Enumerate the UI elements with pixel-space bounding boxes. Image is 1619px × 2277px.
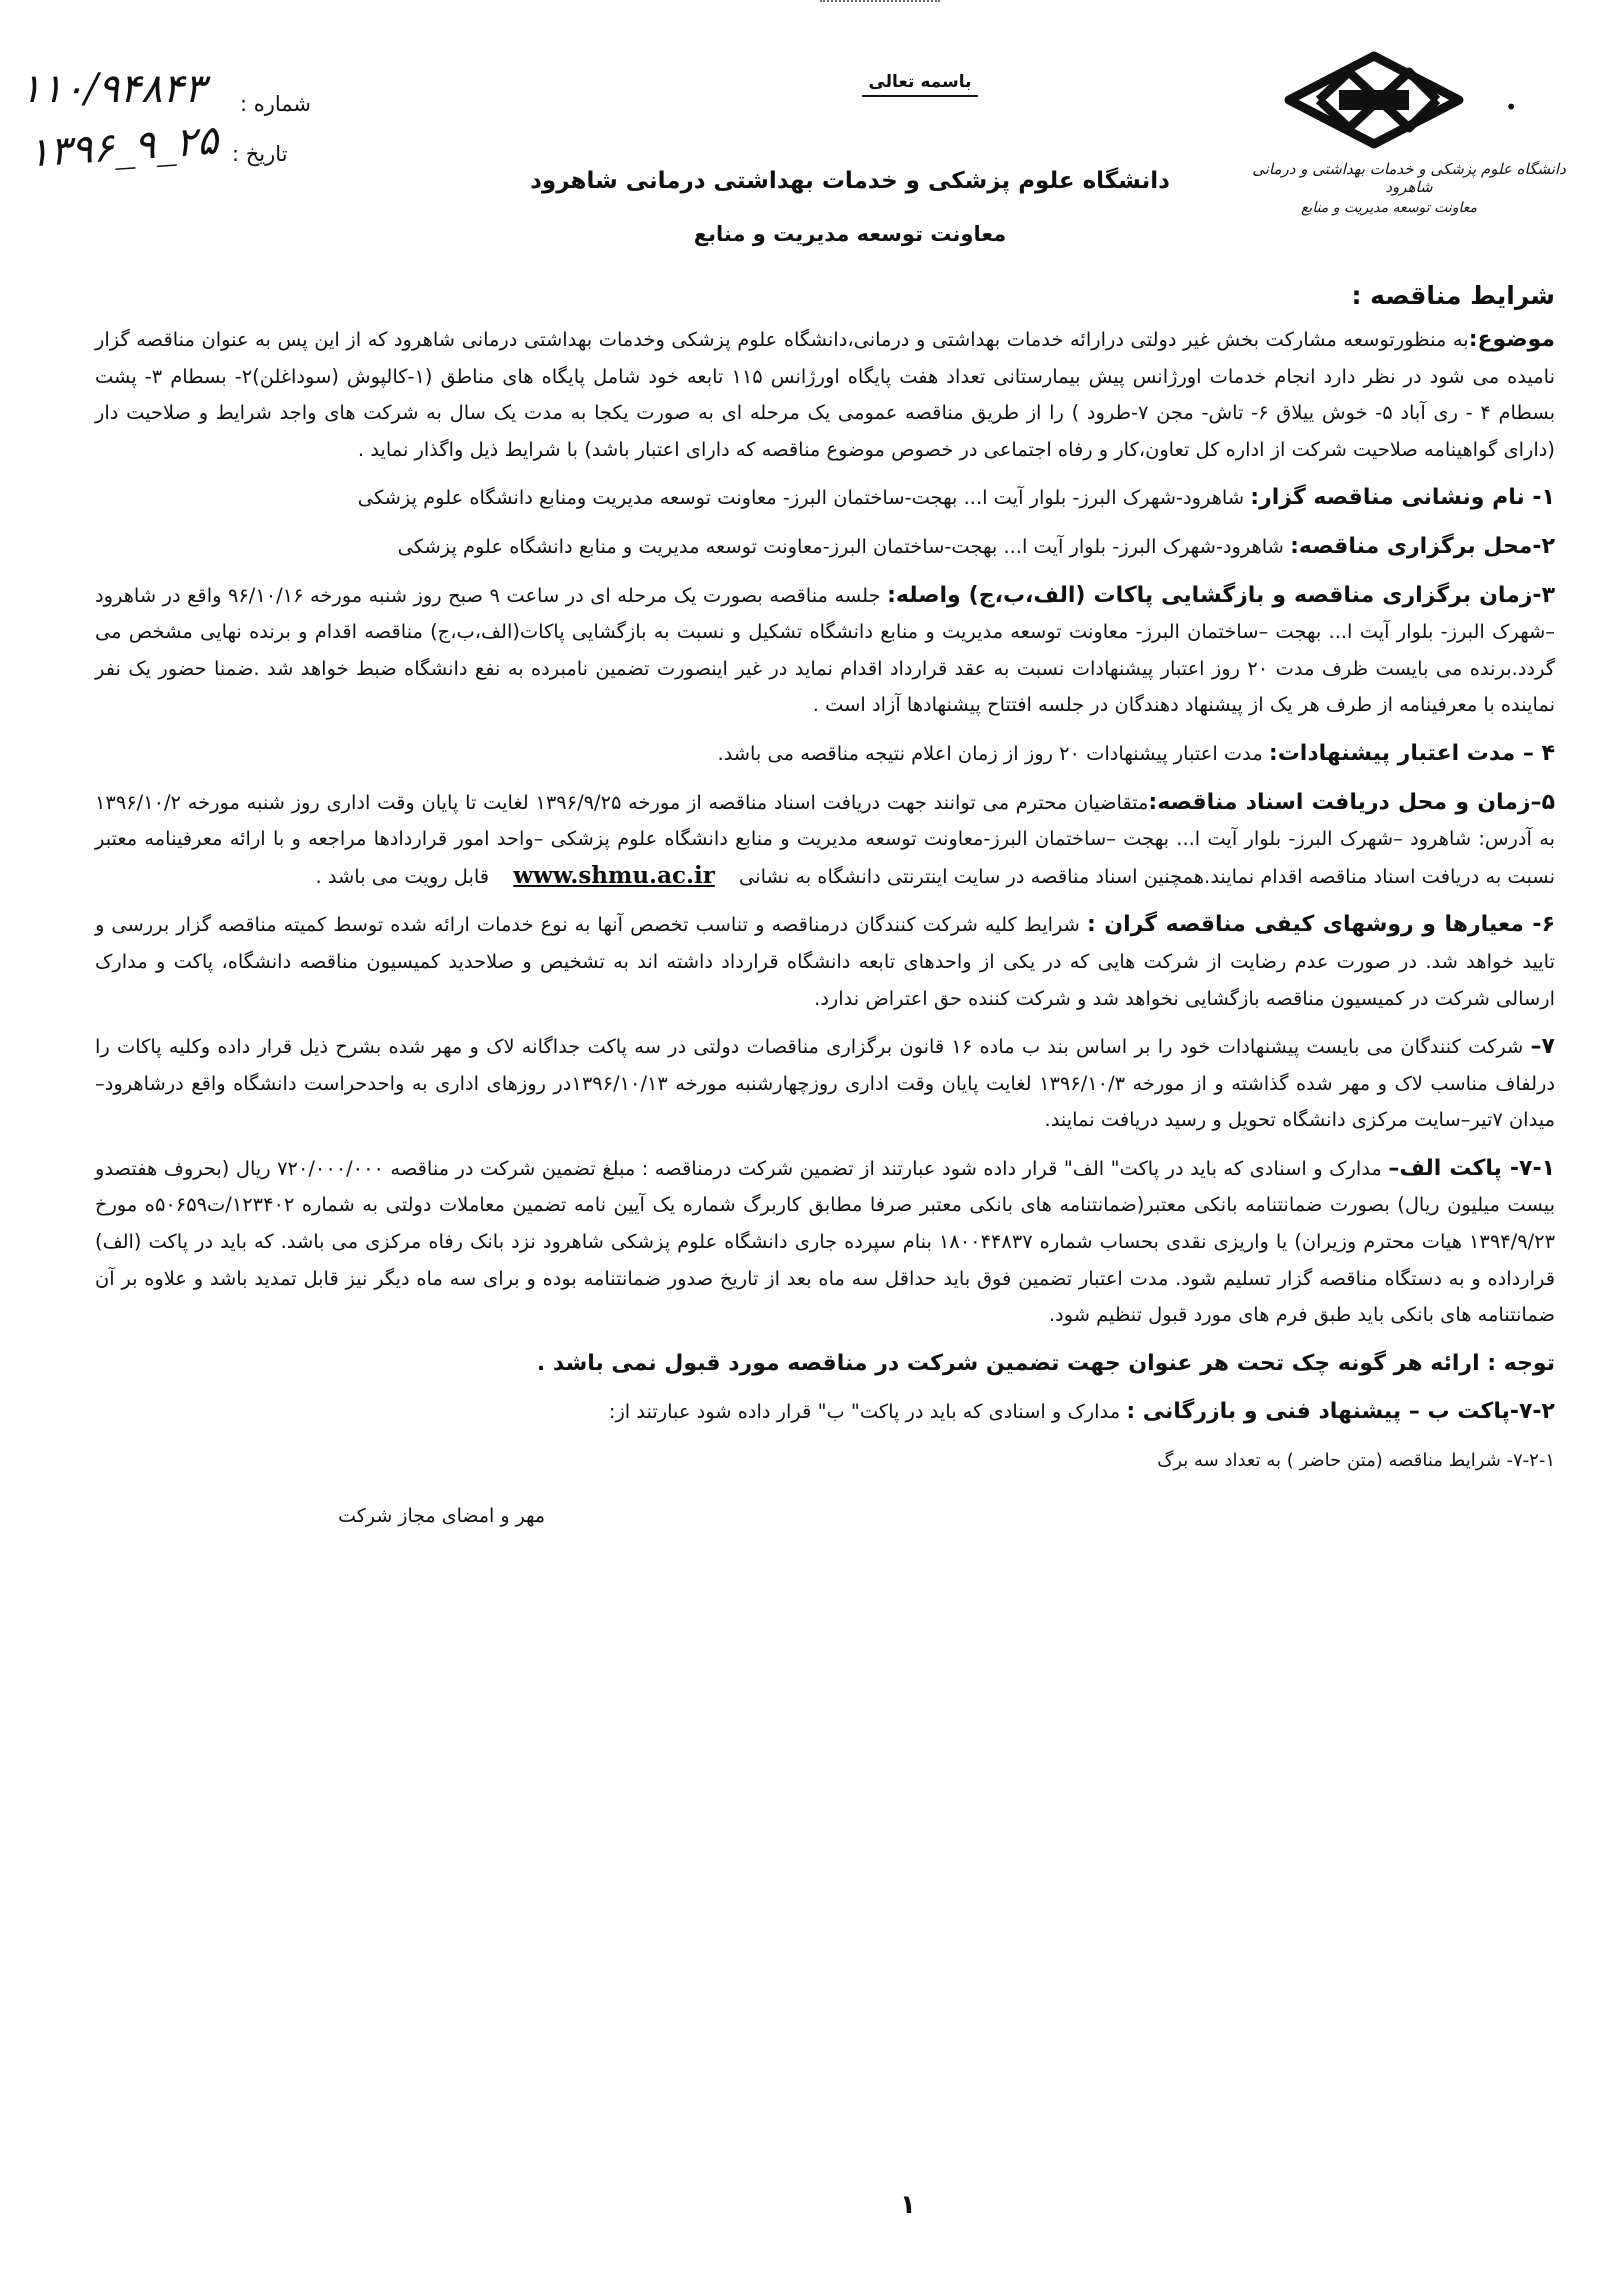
section-text: شاهرود-شهرک البرز- بلوار آیت ا... بهجت-ساختمان البرز- معاونت توسعه مدیریت ومنابع دانشگاه علوم پزشکی [357,486,1245,510]
section-label: ۴ – مدت اعتبار پیشنهادات: [1268,740,1555,766]
deputy-title: معاونت توسعه مدیریت و منابع [693,222,1007,246]
section-2-venue [95,529,1555,566]
basmele-heading: باسمه تعالی [820,72,1020,97]
section-text: شاهرود-شهرک البرز- بلوار آیت ا... بهجت-ساختمان البرز-معاونت توسعه مدیریت و منابع دانشگاه علوم پزشکی [397,534,1284,558]
section-label: موضوع: [1468,327,1555,352]
section-label: ۵–زمان و محل دریافت اسناد مناقصه: [1148,789,1555,815]
section-text: متقاضیان محترم می توانند جهت دریافت اسناد مناقصه از مورخه ۱۳۹۶/۹/۲۵ لغایت تا پایان وقت اداری روز شنبه مورخه ۱۳۹۶/۱۰/۲ به آدرس: شاهرود –شهرک البرز- بلوار آیت ا... بهجت –ساختمان البرز-معاونت توسعه مدیریت و منابع دانشگاه علوم پزشکی –واحد امور قراردادها مراجعه و با ارائه معرفینامه معتبر نسبت به دریافت اسناد مناقصه اقدام نمایند.همچنین اسناد مناقصه در سایت اینترنتی دانشگاه به نشانی [95,790,1555,888]
section-7-submission [95,1029,1555,1139]
section-label: ۷– [1530,1034,1555,1060]
section-7-2-envelope-b [95,1394,1555,1431]
section-label: ۷-۱- پاکت الف– [1388,1155,1556,1181]
website-link[interactable]: www.shmu.ac.ir [513,861,715,889]
section-text: مدارک و اسنادی که باید در پاکت" الف" قرار داده شود عبارتند از تضمین شرکت درمناقصه : مبلغ تضمین شرکت در مناقصه ۷۲۰/۰۰۰/۰۰۰ ریال (بحروف هفتصدو بیست میلیون ریال) بصورت ضمانتنامه بانکی معتبر(ضمانتنامه های بانکی معتبر صرفا مطابق کاربرگ شماره یک آیین نامه تضمین معاملات دولتی به شماره ۱۲۳۴۰۲/ت۵۰۶۵۹ه مورخ ۱۳۹۴/۹/۲۳ هیات محترم وزیران) یا واریزی نقدی بحساب شماره ۱۸۰۰۴۴۸۳۷ بنام سپرده جاری دانشگاه علوم پزشکی شاهرود نزد بانک رفاه مرکزی می باشد. که باید در پاکت (الف) قرارداده و به دستگاه مناقصه گزار تسلیم شود. مدت اعتبار تضمین فوق باید حداقل سه ماه بعد از تاریخ صدور ضمانتنامه بوده و برای سه ماه دیگر نیز قابل تمدید باشد و علاوه بر آن ضمانتنامه های بانکی باید طبق فرم های مورد قبول تنظیم شود. [95,1156,1555,1327]
section-6-criteria [95,907,1555,1017]
section-label: ۶- معیارها و روشهای کیفی مناقصه گران : [1086,912,1555,938]
section-text: مدت اعتبار پیشنهادات ۲۰ روز از زمان اعلام نتیجه مناقصه می باشد. [717,741,1263,765]
section-5-documents [95,785,1555,896]
section-label: ۳-زمان برگزاری مناقصه و بازگشایی پاکات (الف،ب،ج) واصله: [887,582,1555,608]
page-number: ۱ [900,2190,916,2220]
university-title: دانشگاه علوم پزشکی و خدمات بهداشتی درمانی شاهرود [530,168,1170,194]
note-text: توجه : ارائه هر گونه چک تحت هر عنوان جهت تضمین شرکت در مناقصه مورد قبول نمی باشد . [536,1350,1555,1376]
university-logo-icon [1279,50,1469,150]
company-signature-label: مهر و امضای مجاز شرکت [338,1504,545,1527]
document-body [95,276,1555,1534]
section-label: ۷-۲-پاکت ب – پیشنهاد فنی و بازرگانی : [1126,1399,1555,1425]
section-text: به منظورتوسعه مشارکت بخش غیر دولتی درارائه خدمات بهداشتی و درمانی،دانشگاه علوم پزشکی وخدمات بهداشتی درمانی شاهرود که از این پس به عنوان مناقصه گزار نامیده می شود در نظر دارد انجام خدمات اورژانس پیش بیمارستانی تعداد هفت پایگاه اورژانس ۱۱۵ تابعه خود شامل پایگاه های مناطق (۱-کالپوش (سوداغلن)۲- بسطام ۳- پشت بسطام ۴ - ری آباد ۵- خوش ییلاق ۶- تاش- مجن ۷-طرود ) را از طریق مناقصه عمومی یک مرحله ای به صورت یکجا به مدت یک سال به شرکت های واجد شرایط و صلاحیت دار (دارای گواهینامه صلاحیت شرکت از اداره کل تعاون،کار و رفاه اجتماعی در خصوص موضوع مناقصه که دارای اعتبار باشد) با شرایط ذیل واگذار نماید . [95,328,1556,461]
section-note [95,1346,1555,1383]
section-label: ۱- نام ونشانی مناقصه گزار: [1250,485,1555,511]
letter-date-value: ۱۳۹۶_۹_۲۵ [26,117,220,177]
section-3-schedule [95,578,1555,724]
conditions-title: شرایط مناقصه : [1351,281,1555,310]
section-7-1-envelope-a [95,1151,1555,1334]
section-text: شرایط کلیه شرکت کنندگان درمناقصه و تناسب تخصص آنها به نوع خدمات ارائه شده توسط کمیته مناقصه گزار بررسی و تایید خواهد شد. در صورت عدم رضایت از شرکت هایی که در یکی از واحدهای تابعه دانشگاه قرارداد داشته اند به تشخیص و صلاحدید کمیسیون مناقصه دانشگاه، پاکت و مدارک ارسالی شرکت در کمیسیون مناقصه بازگشایی نخواهد شد و شرکت کننده حق اعتراض ندارد. [95,913,1555,1010]
section-4-validity [95,736,1555,773]
letter-number-value: ۱۱۰/۹۴۸۴۳ [20,66,206,112]
section-1-tender-holder [95,480,1555,517]
section-subject [95,322,1555,468]
section-label: ۲-محل برگزاری مناقصه: [1290,533,1555,559]
number-label: شماره : [240,92,312,116]
section-text-after: قابل رویت می باشد . [315,864,490,888]
section-text: جلسه مناقصه بصورت یک مرحله ای در ساعت ۹ صبح روز شنبه مورخه ۹۶/۱۰/۱۶ واقع در شاهرود –شهرک البرز- بلوار آیت ا... بهجت –ساختمان البرز- معاونت توسعه مدیریت و منابع دانشگاه تشکیل و نسبت به بازگشایی پاکات(الف،ب،ج) مناقصه اقدام و برنده نهایی مشخص می گردد.برنده می بایست ظرف مدت ۲۰ روز اعتبار پیشنهادات نسبت به عقد قرارداد اقدام نماید در غیر اینصورت تضمین نامبرده به نفع دانشگاه ضبط خواهد شد .ضمنا حضور یک نفر نماینده با معرفینامه از طرف هر یک از پیشنهاد دهندگان در جلسه افتتاح پیشنهادها آزاد است . [95,583,1555,717]
top-dotted-line [820,0,940,4]
logo-caption-university: دانشگاه علوم پزشکی و خدمات بهداشتی و درمانی شاهرود [1252,160,1566,196]
logo-caption-deputy: معاونت توسعه مدیریت و منابع [1300,200,1478,216]
date-label: تاریخ : [232,142,288,166]
logo-mark-icon: • [1505,95,1517,119]
section-text: مدارک و اسنادی که باید در پاکت" ب" قرار داده شود عبارتند از: [608,1400,1121,1424]
sub-item-7-2-1: ۷-۲-۱- شرایط مناقصه (متن حاضر ) به تعداد سه برگ [1157,1450,1555,1472]
section-text: شرکت کنندگان می بایست پیشنهادات خود را بر اساس بند ب ماده ۱۶ قانون برگزاری مناقصات دولتی در سه پاکت جداگانه لاک و مهر شده بشرح ذیل قرار داده وکلیه پاکات را درلفاف مناسب لاک و مهر شده گذاشته و از مورخه ۱۳۹۶/۱۰/۳ لغایت پایان وقت اداری روزچهارشنبه مورخه ۱۳۹۶/۱۰/۱۳در روزهای اداری به واحدحراست دانشگاه واقع درشاهرود–میدان ۷تیر–سایت مرکزی دانشگاه تحویل و رسید دریافت نمایند. [95,1035,1555,1132]
